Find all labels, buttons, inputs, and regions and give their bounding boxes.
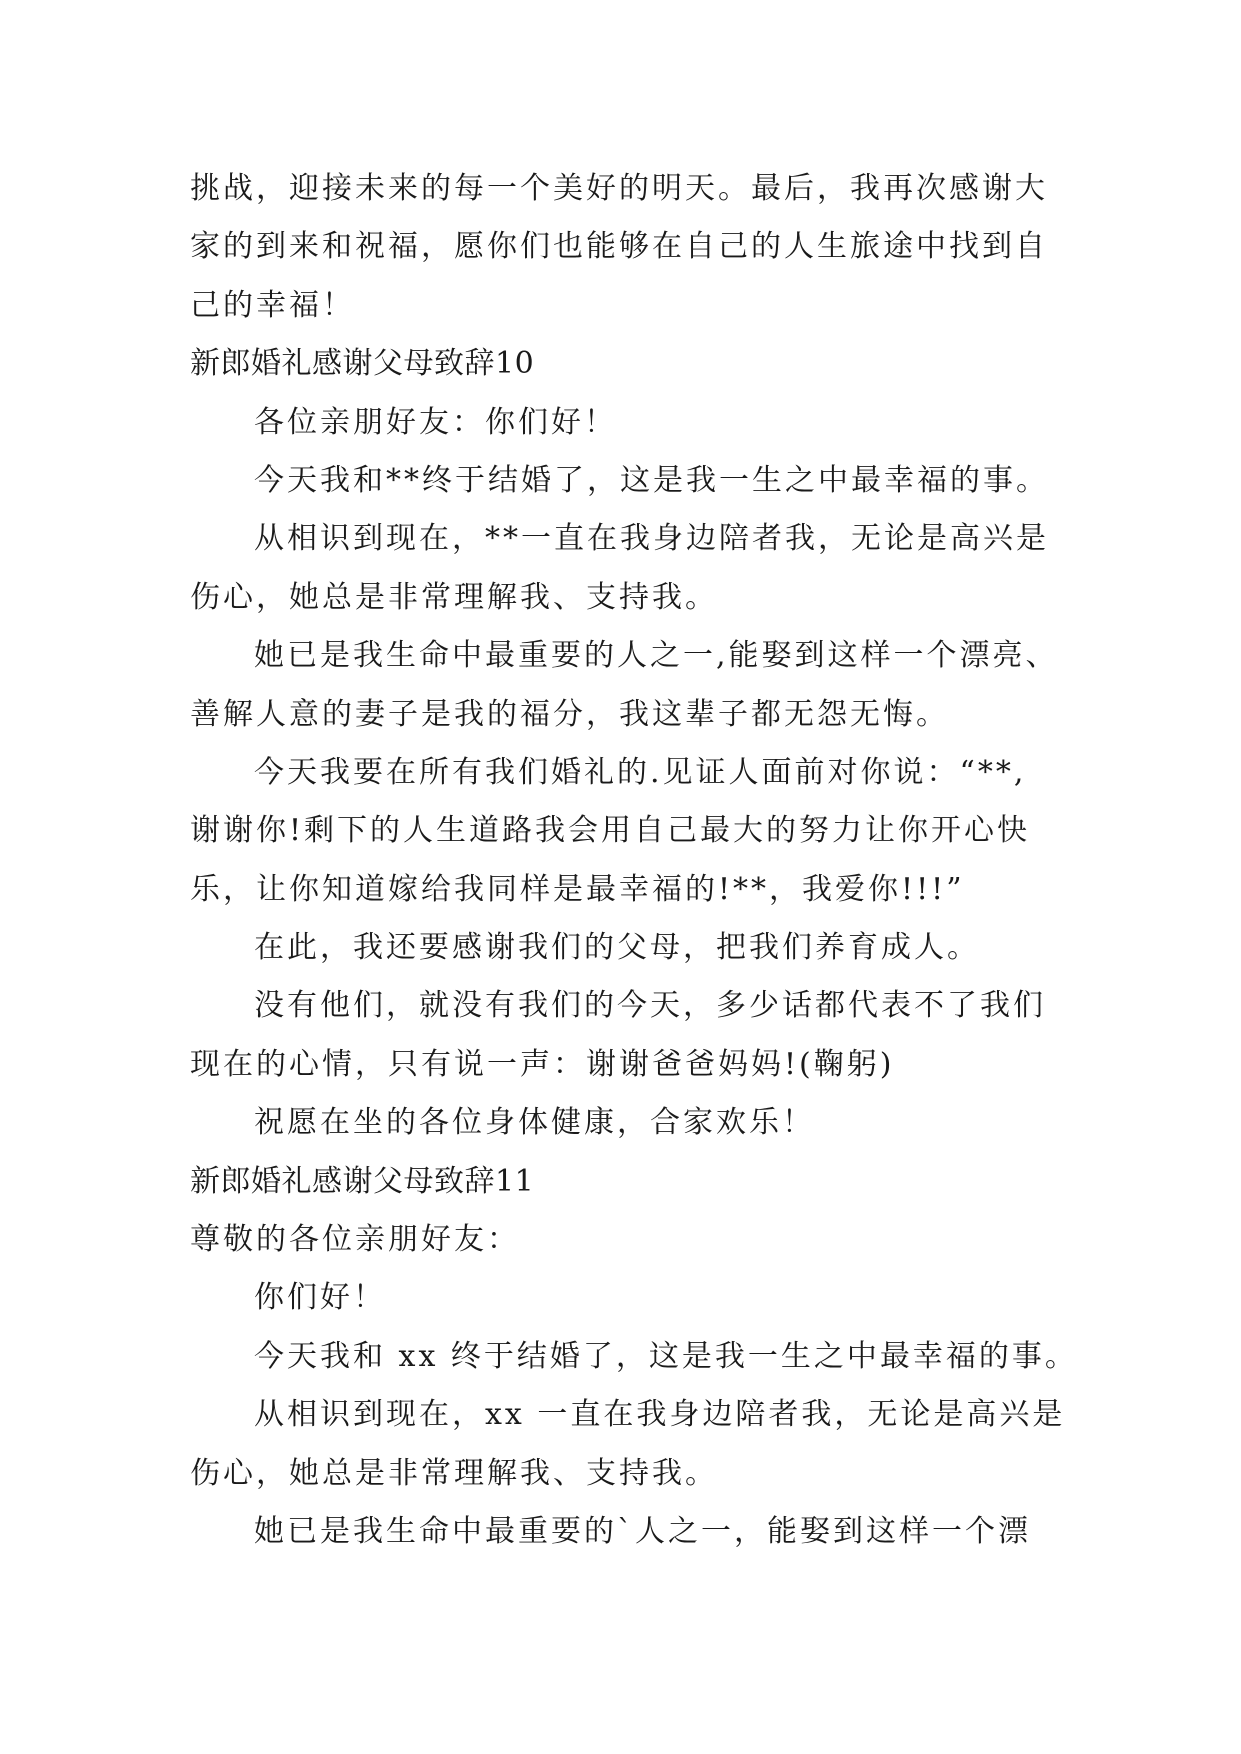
text-line: 你们好！: [254, 1280, 386, 1316]
text-line: 各位亲朋好友：你们好！: [254, 404, 617, 440]
text-line: 善解人意的妻子是我的福分，我这辈子都无怨无悔。: [190, 696, 949, 732]
text-line: 伤心，她总是非常理解我、支持我。: [190, 579, 718, 615]
text-line: 己的幸福！: [190, 287, 355, 323]
text-line: 她已是我生命中最重要的人之一,能娶到这样一个漂亮、: [254, 638, 1059, 674]
text-line: 从相识到现在，**一直在我身边陪者我，无论是高兴是: [254, 521, 1049, 557]
text-line: 伤心，她总是非常理解我、支持我。: [190, 1455, 718, 1491]
text-line: 家的到来和祝福，愿你们也能够在自己的人生旅途中找到自: [190, 229, 1048, 265]
text-line: 乐，让你知道嫁给我同样是最幸福的!**，我爱你!!!”: [190, 871, 965, 907]
section-heading: 新郎婚礼感谢父母致辞11: [190, 1163, 535, 1199]
text-line: 祝愿在坐的各位身体健康，合家欢乐！: [254, 1105, 815, 1141]
text-line: 没有他们，就没有我们的今天，多少话都代表不了我们: [254, 988, 1046, 1024]
text-line: 现在的心情，只有说一声：谢谢爸爸妈妈!(鞠躬): [190, 1046, 895, 1082]
text-line: 今天我和**终于结婚了，这是我一生之中最幸福的事。: [254, 462, 1049, 498]
document-body: [190, 160, 1090, 1561]
text-line: 谢谢你!剩下的人生道路我会用自己最大的努力让你开心快: [190, 813, 1031, 849]
text-line: 她已是我生命中最重要的`人之一，能娶到这样一个漂: [254, 1513, 1031, 1549]
text-line: 从相识到现在，xx 一直在我身边陪者我，无论是高兴是: [254, 1397, 1066, 1433]
text-line: 今天我和 xx 终于结婚了，这是我一生之中最幸福的事。: [254, 1338, 1078, 1374]
section-heading: 新郎婚礼感谢父母致辞10: [190, 346, 535, 382]
text-line: 今天我要在所有我们婚礼的.见证人面前对你说：“**,: [254, 754, 1027, 790]
text-line: 尊敬的各位亲朋好友：: [190, 1222, 520, 1258]
text-line: 挑战，迎接未来的每一个美好的明天。最后，我再次感谢大: [190, 171, 1048, 206]
text-line: 在此，我还要感谢我们的父母，把我们养育成人。: [254, 930, 980, 966]
